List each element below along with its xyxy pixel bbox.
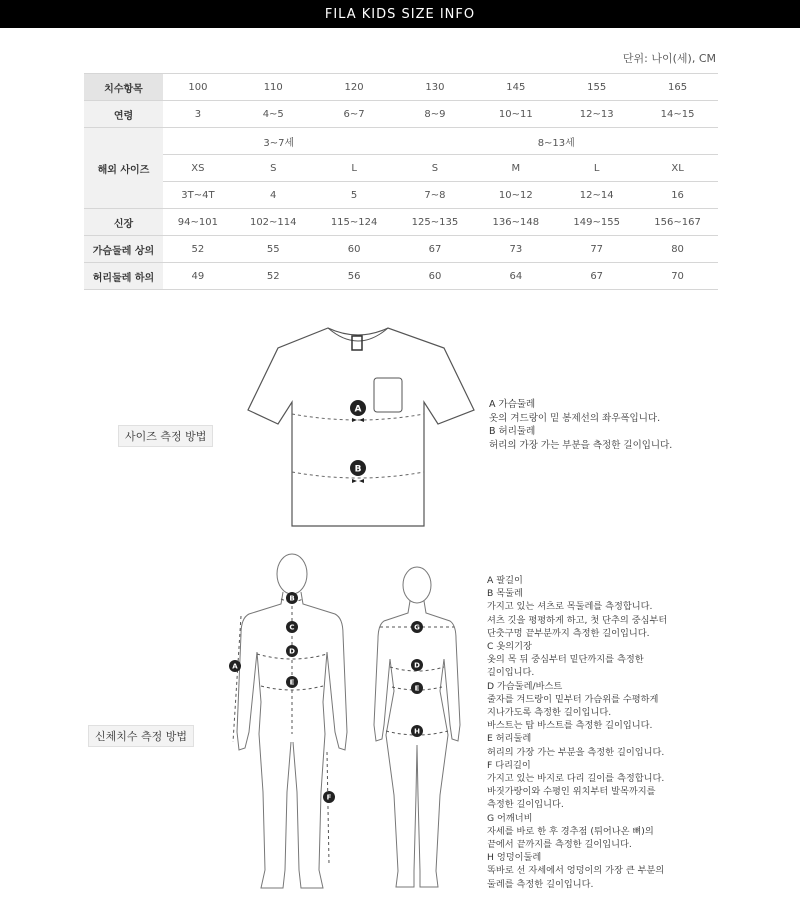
table-row [84, 209, 718, 236]
chest-cell: 80 [637, 236, 718, 263]
tshirt-diagram [248, 322, 478, 532]
age-cell: 8~9 [395, 101, 476, 128]
chest-cell: 55 [233, 236, 314, 263]
unit-note: 단위: 나이(세), CM [622, 52, 716, 65]
age-cell: 3 [163, 101, 233, 128]
height-cell: 156~167 [637, 209, 718, 236]
male-marker-f: F [326, 793, 332, 802]
male-marker-b: B [289, 594, 295, 603]
table-row [84, 74, 718, 101]
waist-cell: 49 [163, 263, 233, 290]
height-cell: 136~148 [475, 209, 556, 236]
row-label: 해외 사이즈 [84, 128, 163, 209]
size-cell: 120 [314, 74, 395, 101]
marker-a: A [354, 404, 362, 415]
row-label: 가슴둘레 상의 [84, 236, 163, 263]
chest-cell: 52 [163, 236, 233, 263]
row-label: 신장 [84, 209, 163, 236]
table-row [84, 182, 718, 209]
row-label: 연령 [84, 101, 163, 128]
table-header-cell: 치수항목 [84, 74, 163, 101]
table-row [84, 263, 718, 290]
age-cell: 14~15 [637, 101, 718, 128]
height-cell: 94~101 [163, 209, 233, 236]
letter-size-cell: L [314, 155, 395, 182]
letter-size-cell: XL [637, 155, 718, 182]
body-method-label: 신체치수 측정 방법 [88, 725, 194, 747]
female-marker-h: H [414, 727, 420, 736]
female-marker-g: G [414, 623, 420, 632]
page-title-bar [0, 0, 800, 28]
waist-cell: 52 [233, 263, 314, 290]
male-marker-d: D [289, 647, 295, 656]
age-cell: 10~11 [475, 101, 556, 128]
female-marker-e: E [414, 684, 420, 693]
size-cell: 100 [163, 74, 233, 101]
us-size-cell: 12~14 [556, 182, 637, 209]
letter-size-cell: M [475, 155, 556, 182]
us-size-cell: 3T~4T [163, 182, 233, 209]
body-method-description: A 팔길이 B 목둘레 가지고 있는 셔츠로 목둘레를 측정합니다. 셔츠 깃을 평평하게 하고, 첫 단추의 중심부터 단춧구멍 끝부분까지 측정한 길이입니다. C 옷의기장 옷의 목 뒤 중심부터 밑단까지를 측정한 길이입니다. D 가슴둘레/바스트 줄자를 겨드랑이 밑부터 가슴위를 수평하게 지나가도록 측정한 길이입니다. 바스트는 탑 바스트를 측정한 길이입니다. E 허리둘레 허리의 가장 가는 부분을 측정한 길이입니다. F 다리길이 가지고 있는 바지로 다리 길이를 측정합니다. 바짓가랑이와 수평인 위치부터 발목까지를 측정한 길이입니다. G 어깨너비 자세를 바로 한 후 경추점 (튀어나온 뼈)의 끝에서 끝까지를 측정한 길이입니다. H 엉덩이둘레 똑바로 선 자세에서 엉덩이의 가장 큰 부분의 둘레를 측정한 길이입니다. [487, 575, 668, 890]
height-cell: 115~124 [314, 209, 395, 236]
height-cell: 149~155 [556, 209, 637, 236]
group-cell: 8~13세 [395, 128, 718, 155]
female-marker-d: D [414, 661, 420, 670]
height-cell: 125~135 [395, 209, 476, 236]
age-cell: 12~13 [556, 101, 637, 128]
chest-cell: 60 [314, 236, 395, 263]
group-cell: 3~7세 [163, 128, 395, 155]
letter-size-cell: S [233, 155, 314, 182]
size-cell: 155 [556, 74, 637, 101]
table-row [84, 128, 718, 155]
size-cell: 165 [637, 74, 718, 101]
size-cell: 130 [395, 74, 476, 101]
male-marker-c: C [289, 623, 295, 632]
row-label: 허리둘레 하의 [84, 263, 163, 290]
letter-size-cell: L [556, 155, 637, 182]
waist-cell: 60 [395, 263, 476, 290]
table-row [84, 236, 718, 263]
chest-cell: 67 [395, 236, 476, 263]
size-method-description: A 가슴둘레 옷의 겨드랑이 밑 봉제선의 좌우폭입니다. B 허리둘레 허리의 가장 가는 부분을 측정한 길이입니다. [489, 399, 673, 451]
waist-cell: 67 [556, 263, 637, 290]
waist-cell: 64 [475, 263, 556, 290]
male-body-diagram [225, 552, 355, 897]
letter-size-cell: XS [163, 155, 233, 182]
marker-b: B [354, 464, 362, 475]
letter-size-cell: S [395, 155, 476, 182]
male-marker-e: E [289, 678, 295, 687]
page-title: FILA KIDS SIZE INFO [324, 6, 476, 22]
us-size-cell: 4 [233, 182, 314, 209]
us-size-cell: 5 [314, 182, 395, 209]
height-cell: 102~114 [233, 209, 314, 236]
age-cell: 4~5 [233, 101, 314, 128]
waist-cell: 70 [637, 263, 718, 290]
female-body-diagram [370, 565, 465, 897]
chest-cell: 73 [475, 236, 556, 263]
size-cell: 145 [475, 74, 556, 101]
size-cell: 110 [233, 74, 314, 101]
table-row [84, 101, 718, 128]
us-size-cell: 7~8 [395, 182, 476, 209]
age-cell: 6~7 [314, 101, 395, 128]
size-table [84, 73, 718, 290]
male-marker-a: A [232, 662, 238, 671]
us-size-cell: 10~12 [475, 182, 556, 209]
waist-cell: 56 [314, 263, 395, 290]
chest-cell: 77 [556, 236, 637, 263]
table-row [84, 155, 718, 182]
size-method-label: 사이즈 측정 방법 [118, 425, 213, 447]
us-size-cell: 16 [637, 182, 718, 209]
